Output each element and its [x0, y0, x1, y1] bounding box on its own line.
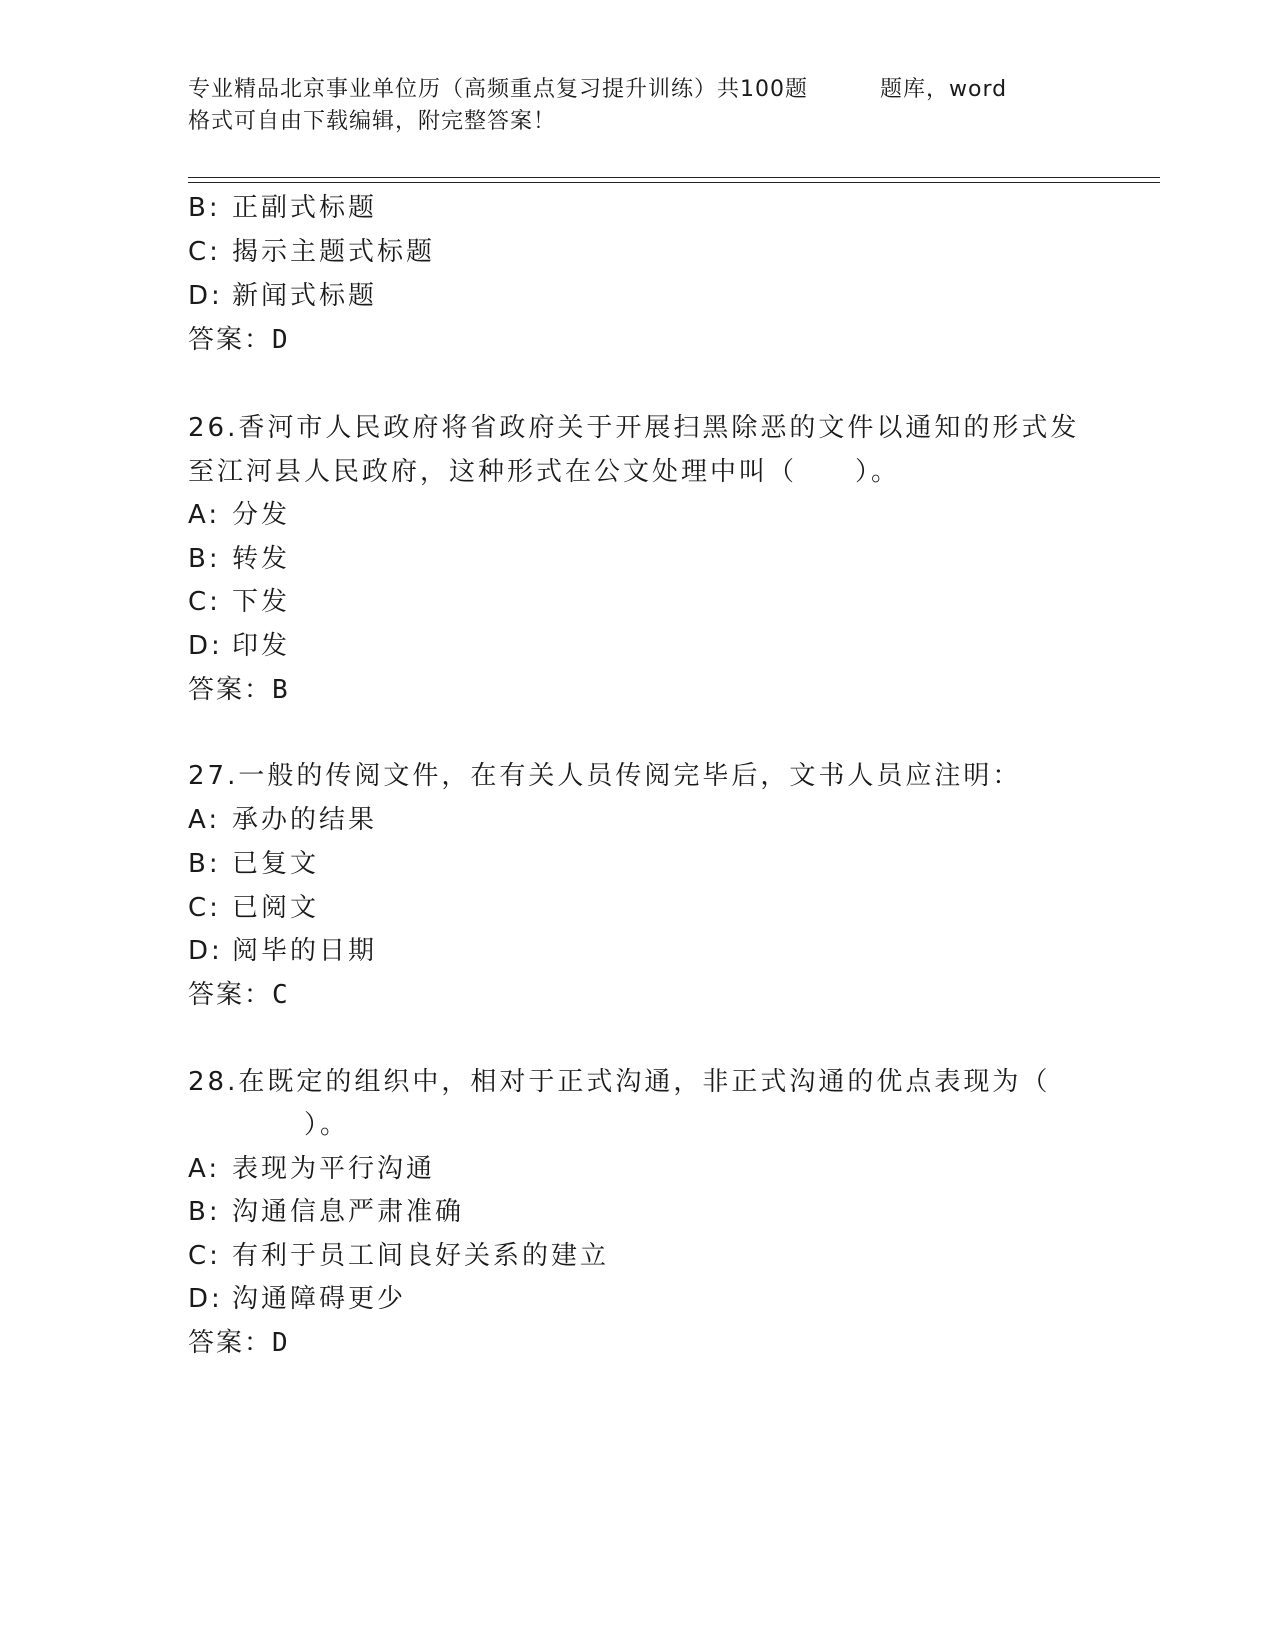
answer-line: 答案：C	[188, 980, 291, 1010]
question-stem: 26.香河市人民政府将省政府关于开展扫黑除恶的文件以通知的形式发	[188, 413, 1080, 443]
option-d: D: 印发	[188, 631, 291, 661]
document-header	[188, 74, 1068, 138]
option-c: C: 揭示主题式标题	[188, 237, 436, 267]
answer-line: 答案：D	[188, 325, 291, 355]
header-title: 专业精品北京事业单位历（高频重点复习提升训练）共100题	[188, 77, 808, 102]
question-stem: 28.在既定的组织中，相对于正式沟通，非正式沟通的优点表现为（	[188, 1067, 1051, 1097]
option-b: B: 转发	[188, 544, 291, 574]
answer-line: 答案：D	[188, 1328, 291, 1358]
option-b: B: 正副式标题	[188, 193, 378, 223]
option-c: C: 下发	[188, 587, 291, 617]
option-d: D: 阅毕的日期	[188, 936, 378, 966]
question-stem-cont: 至江河县人民政府，这种形式在公文处理中叫（ ）。	[188, 457, 901, 487]
option-a: A: 表现为平行沟通	[188, 1154, 436, 1184]
option-b: B: 沟通信息严肃准确	[188, 1197, 465, 1227]
option-b: B: 已复文	[188, 849, 320, 879]
option-c: C: 已阅文	[188, 893, 320, 923]
header-line-2: 格式可自由下载编辑，附完整答案！	[188, 109, 557, 134]
header-divider	[188, 177, 1160, 178]
header-line-1	[188, 74, 1068, 106]
answer-line: 答案：B	[188, 675, 291, 705]
header-title-suffix: 题库，word	[880, 77, 1008, 102]
header-divider-thin	[188, 182, 1160, 183]
option-a: A: 分发	[188, 500, 291, 530]
option-d: D: 新闻式标题	[188, 281, 378, 311]
option-a: A: 承办的结果	[188, 805, 378, 835]
question-stem-cont: ）。	[188, 1110, 350, 1140]
question-stem: 27.一般的传阅文件，在有关人员传阅完毕后，文书人员应注明：	[188, 761, 1022, 791]
option-c: C: 有利于员工间良好关系的建立	[188, 1241, 610, 1271]
option-d: D: 沟通障碍更少	[188, 1284, 407, 1314]
